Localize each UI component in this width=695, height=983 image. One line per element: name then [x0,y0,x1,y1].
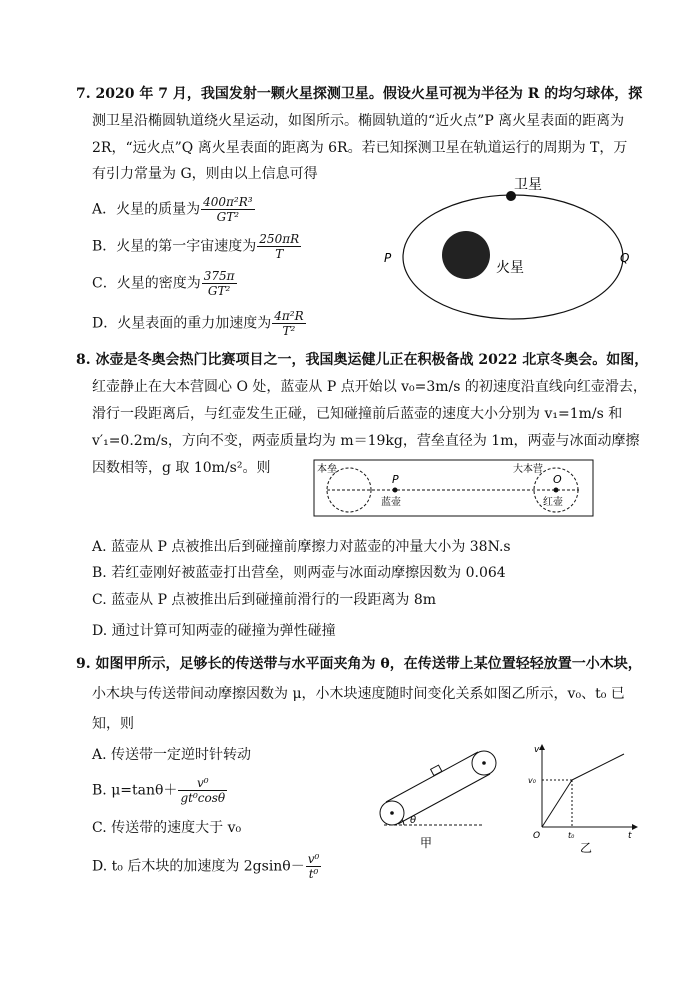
q9-option-c: C. 传送带的速度大于 v₀ [92,820,242,836]
q7-option-a-fraction [201,195,254,224]
q9-option-b-fraction [178,776,227,805]
q9-line-3: 知，则 [92,716,134,732]
t-axis-arrow [632,824,638,830]
q9-vt-graph [528,742,638,857]
house-label: 大本营 [513,464,543,475]
figure-jia-caption: 甲 [420,836,433,850]
q8-line-3: 滑行一段距离后，与红壶发生正碰，已知碰撞前后蓝壶的速度大小分别为 v₁=1m/s 和 [92,406,623,422]
o-point [554,488,559,493]
q9-option-b-text: B. μ=tanθ＋ [92,782,178,799]
satellite-label: 卫星 [514,177,542,193]
mars-planet [442,231,490,279]
q7-option-c-numerator: 375π [203,269,235,283]
q7-option-b-numerator: 250πR [259,232,300,246]
v0-label: v₀ [528,776,536,785]
t-axis-label: t [628,831,632,841]
orbit-ellipse [403,195,623,319]
q7-option-c-text: C．火星的密度为 [92,275,201,292]
q7-option-b-text: B．火星的第一宇宙速度为 [92,238,257,255]
q8-line-1: 8. 冰壶是冬奥会热门比赛项目之一，我国奥运健儿正在积极备战 2022 北京冬奥会。如图， [76,352,649,368]
q7-option-a [92,195,256,224]
q7-option-d-denominator: T² [282,324,296,338]
figure-yi-caption: 乙 [580,841,593,855]
segment-2 [572,754,624,780]
home-base-label: 本垒 [317,464,337,475]
red-stone-label: 红壶 [543,497,563,508]
v-axis-arrow [539,744,545,750]
q7-option-b-fraction [257,232,301,261]
q9-option-b [92,776,228,805]
q8-option-a: A. 蓝壶从 P 点被推出后到碰撞前摩擦力对蓝壶的冲量大小为 38N.s [92,539,511,555]
q9-option-d-numerator: v⁰ [307,852,320,866]
lower-roller-axle [390,811,394,815]
belt-top [386,752,478,802]
q7-option-c [92,269,238,298]
q7-option-d [92,309,307,338]
t0-label: t₀ [568,831,575,840]
q7-orbit-figure [378,172,640,342]
blue-stone-label: 蓝壶 [381,497,401,508]
q9-option-b-numerator: v⁰ [178,776,227,791]
q7-line-2: 测卫星沿椭圆轨道绕火星运动，如图所示。椭圆轨道的“近火点”P 离火星表面的距离为 [92,113,625,129]
q9-line-2: 小木块与传送带间动摩擦因数为 μ，小木块速度随时间变化关系如图乙所示，v₀、t₀ 已 [92,686,625,702]
p-point [393,488,398,493]
q7-option-a-text: A．火星的质量为 [92,201,201,218]
q7-option-d-numerator: 4π²R [274,309,304,323]
q9-option-d [92,852,322,881]
q7-line-4: 有引力常量为 G，则由以上信息可得 [92,166,318,182]
v-axis-label: v [534,745,540,755]
upper-roller-axle [482,761,486,765]
q-label: Q [620,251,630,265]
q9-conveyor-figure [372,745,507,855]
q9-option-d-denominator: t⁰ [308,867,319,881]
q9-line-1: 9. 如图甲所示，足够长的传送带与水平面夹角为 θ，在传送带上某位置轻轻放置一小木块， [76,656,642,672]
q8-curling-figure [313,458,595,518]
q8-line-5: 因数相等，g 取 10m/s²。则 [92,460,271,476]
o-label: O [553,473,562,486]
q9-option-b-denominator: gt⁰cosθ [180,791,226,805]
q7-option-d-fraction [272,309,305,338]
q7-option-b-denominator: T [275,247,284,261]
segment-1 [542,780,572,827]
q9-option-d-fraction [306,852,322,881]
q9-option-d-text: D. t₀ 后木块的加速度为 2gsinθ－ [92,858,305,875]
q8-option-c: C. 蓝壶从 P 点被推出后到碰撞前滑行的一段距离为 8m [92,592,437,608]
q9-option-a: A. 传送带一定逆时针转动 [92,747,252,763]
origin-label: O [533,831,541,841]
p-label: P [384,251,392,265]
q7-line-3: 2R，“远火点”Q 离火星表面的距离为 6R。若已知探测卫星在轨道运行的周期为 T，万 [92,140,628,156]
small-block [431,765,442,775]
q7-option-a-denominator: GT² [216,210,240,224]
q7-option-b [92,232,302,261]
q7-option-d-text: D．火星表面的重力加速度为 [92,315,272,332]
q7-option-a-numerator: 400π²R³ [203,195,253,209]
p-label: P [392,473,399,486]
q7-option-c-denominator: GT² [207,284,231,298]
q8-line-2: 红壶静止在大本营圆心 O 处，蓝壶从 P 点开始以 v₀=3m/s 的初速度沿直线向红壶滑去， [92,379,647,395]
q7-option-c-fraction [202,269,237,298]
mars-label: 火星 [496,260,524,276]
q8-option-b: B. 若红壶刚好被蓝壶打出营垒，则两壶与冰面动摩擦因数为 0.064 [92,565,506,581]
theta-label: θ [410,815,417,826]
q8-line-4: v′₁=0.2m/s，方向不变，两壶质量均为 m＝19kg，营垒直径为 1m，两壶与冰面动摩擦 [92,433,640,449]
q7-line-1: 7. 2020 年 7 月，我国发射一颗火星探测卫星。假设火星可视为半径为 R 的均匀球体，探 [76,86,643,102]
q8-option-d: D. 通过计算可知两壶的碰撞为弹性碰撞 [92,623,336,639]
